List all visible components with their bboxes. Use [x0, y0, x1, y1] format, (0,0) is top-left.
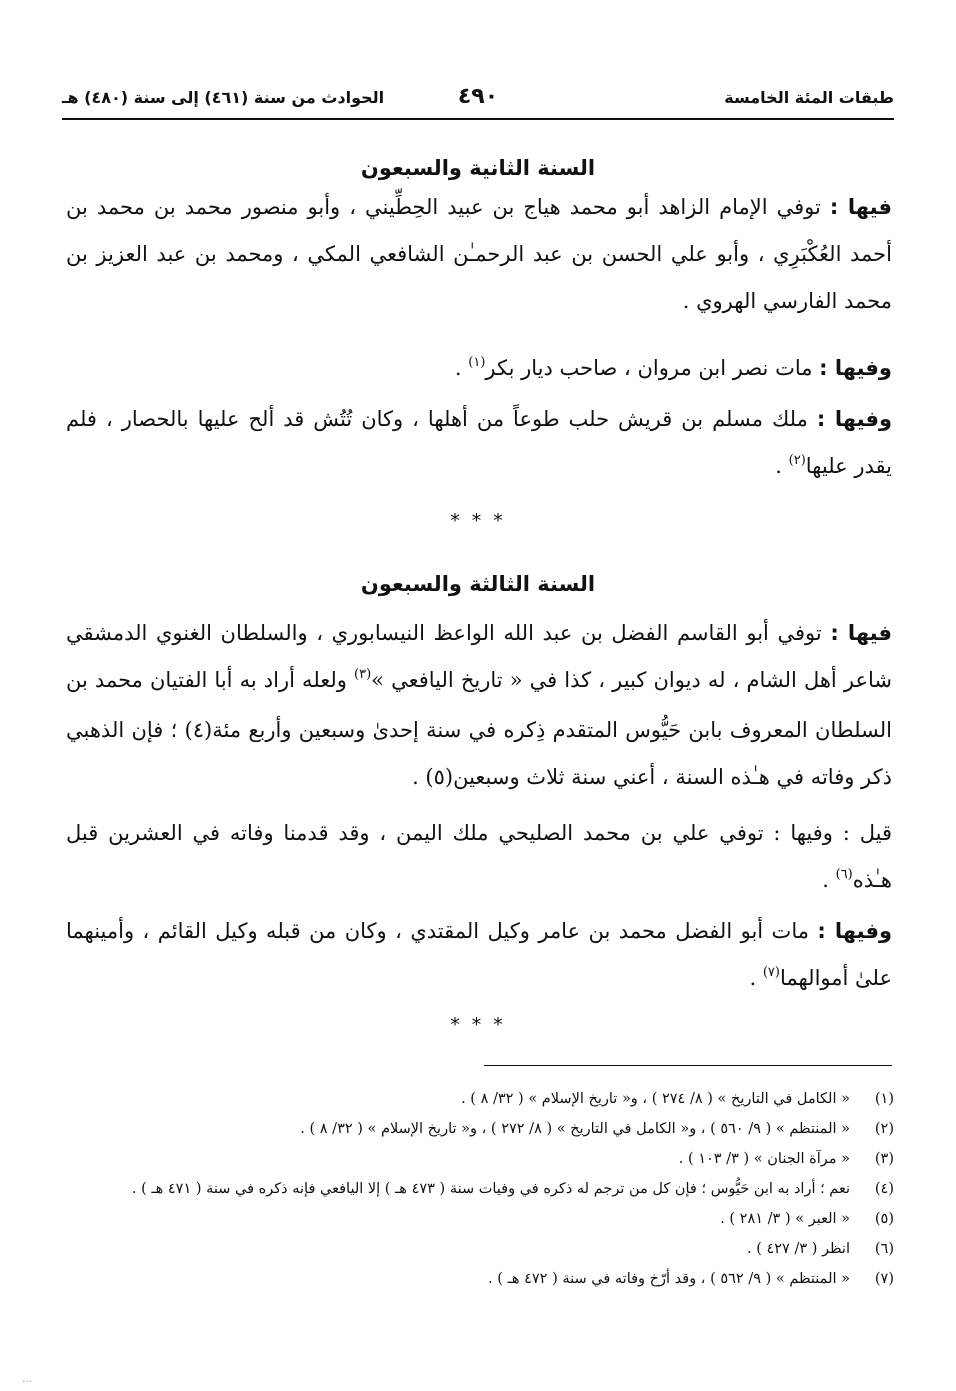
paragraph-tail: . — [822, 868, 836, 892]
footnote-marker[interactable]: (٣) — [354, 667, 372, 682]
footnote-number: (٢) — [874, 1121, 894, 1137]
page-number: ٤٩٠ — [457, 84, 499, 109]
section-separator: * * * — [450, 1014, 506, 1036]
paragraph-text: مات نصر ابن مروان ، صاحب ديار بكر — [485, 356, 820, 380]
paragraph — [66, 396, 892, 493]
paragraph-lead: فيها : — [829, 195, 892, 219]
footnote-text: انظر ( ٣/ ٤٢٧ ) . — [747, 1241, 850, 1257]
paragraph-tail: . — [775, 454, 789, 478]
paragraph-text: توفي الإمام الزاهد أبو محمد هياج بن عبيد الحِطِّيني ، وأبو منصور محمد بن محمد بن أحمد العُكْبَرِي ، وأبو علي الحسن بن عبد الرحمـٰن الشافعي المكي ، ومحمد بن عبد العزيز بن محمد الفارسي الهروي . — [66, 195, 892, 313]
paragraph — [66, 345, 892, 395]
section-separator: * * * — [450, 510, 506, 532]
paragraph-text: قيل : وفيها : توفي علي بن محمد الصليحي ملك اليمن ، وقد قدمنا وفاته في العشرين قبل هـٰذه — [66, 821, 892, 892]
paragraph — [66, 908, 892, 1005]
footnote-text: نعم ؛ أراد به ابن حَيُّوس ؛ فإن كل من ترجم له ذكره في وفيات سنة ( ٤٧٣ هـ ) إلا اليافعي فإنه ذكره في سنة ( ٤٧١ هـ ) . — [131, 1181, 850, 1197]
footnote-text: « المنتظم » ( ٩/ ٥٦٠ ) ، و« الكامل في التاريخ » ( ٨/ ٢٧٢ ) ، و« تاريخ الإسلام » ( ٣٢/ ٨ ) . — [300, 1121, 850, 1137]
paragraph — [66, 184, 892, 325]
footnote-text: « الكامل في التاريخ » ( ٨/ ٢٧٤ ) ، و« تاريخ الإسلام » ( ٣٢/ ٨ ) . — [461, 1091, 850, 1107]
footnote — [62, 1204, 894, 1234]
header-rule — [62, 118, 894, 120]
footnote-number: (٣) — [874, 1151, 894, 1167]
paragraph-text: ملك مسلم بن قريش حلب طوعاً من أهلها ، وكان تُتُش قد ألح عليها بالحصار ، فلم يقدر عليها — [66, 407, 892, 478]
footnote-text: « مرآة الجنان » ( ٣/ ١٠٣ ) . — [678, 1151, 850, 1167]
footnote-number: (٧) — [874, 1271, 894, 1287]
footnote — [62, 1264, 894, 1294]
footnote-text: « المنتظم » ( ٩/ ٥٦٢ ) ، وقد أرّخ وفاته في سنة ( ٤٧٢ هـ ) . — [488, 1271, 850, 1287]
paragraph-lead: فيها : — [830, 621, 893, 645]
paragraph-lead: وفيها : — [819, 356, 892, 380]
paragraph-lead: وفيها : — [817, 919, 892, 943]
footnote-number: (١) — [874, 1091, 894, 1107]
paragraph — [66, 810, 892, 907]
paragraph-text: توفي أبو القاسم الفضل بن عبد الله الواعظ النيسابوري ، والسلطان الغنوي الدمشقي شاعر أهل الشام ، له ديوان كبير ، كذا في « تاريخ اليافعي » — [66, 621, 892, 692]
footnote — [62, 1234, 894, 1264]
running-head — [62, 84, 894, 116]
footnotes — [62, 1084, 894, 1294]
footnote-number: (٤) — [874, 1181, 894, 1197]
footnote-number: (٥) — [874, 1211, 894, 1227]
section-title-72: السنة الثانية والسبعون — [360, 156, 596, 180]
footnote-rule — [484, 1065, 892, 1066]
footnote-number: (٦) — [874, 1241, 894, 1257]
paragraph-text: مات أبو الفضل محمد بن عامر وكيل المقتدي ، وكان من قبله وكيل القائم ، وأمينهما علىٰ أموالهما — [66, 919, 892, 990]
footnote-marker[interactable]: (١) — [468, 355, 486, 370]
section-title-73: السنة الثالثة والسبعون — [360, 572, 596, 596]
scan-mark: … — [22, 1374, 32, 1385]
paragraph-tail: . — [749, 966, 763, 990]
paragraph — [66, 610, 892, 801]
paragraph-tail: ولعله أراد به أبا الفتيان محمد بن السلطان المعروف بابن حَيُّوس المتقدم ذِكره في سنة إحدىٰ وسبعين وأربع مئة(٤) ؛ فإن الذهبي ذكر وفاته في هـٰذه السنة ، أعني سنة ثلاث وسبعين(٥) . — [66, 668, 892, 789]
footnote-marker[interactable]: (٢) — [788, 453, 806, 468]
footnote — [62, 1144, 894, 1174]
footnote-text: « العبر » ( ٣/ ٢٨١ ) . — [720, 1211, 850, 1227]
paragraph-tail: . — [454, 356, 469, 380]
footnote — [62, 1084, 894, 1114]
footnote — [62, 1114, 894, 1144]
footnote-marker[interactable]: (٦) — [835, 867, 853, 882]
book-section-title: طبقات المئة الخامسة — [724, 88, 894, 107]
footnote — [62, 1174, 894, 1204]
year-range: الحوادث من سنة (٤٦١) إلى سنة (٤٨٠) هـ — [62, 88, 385, 107]
paragraph-lead: وفيها : — [816, 407, 892, 431]
footnote-marker[interactable]: (٧) — [762, 965, 780, 980]
